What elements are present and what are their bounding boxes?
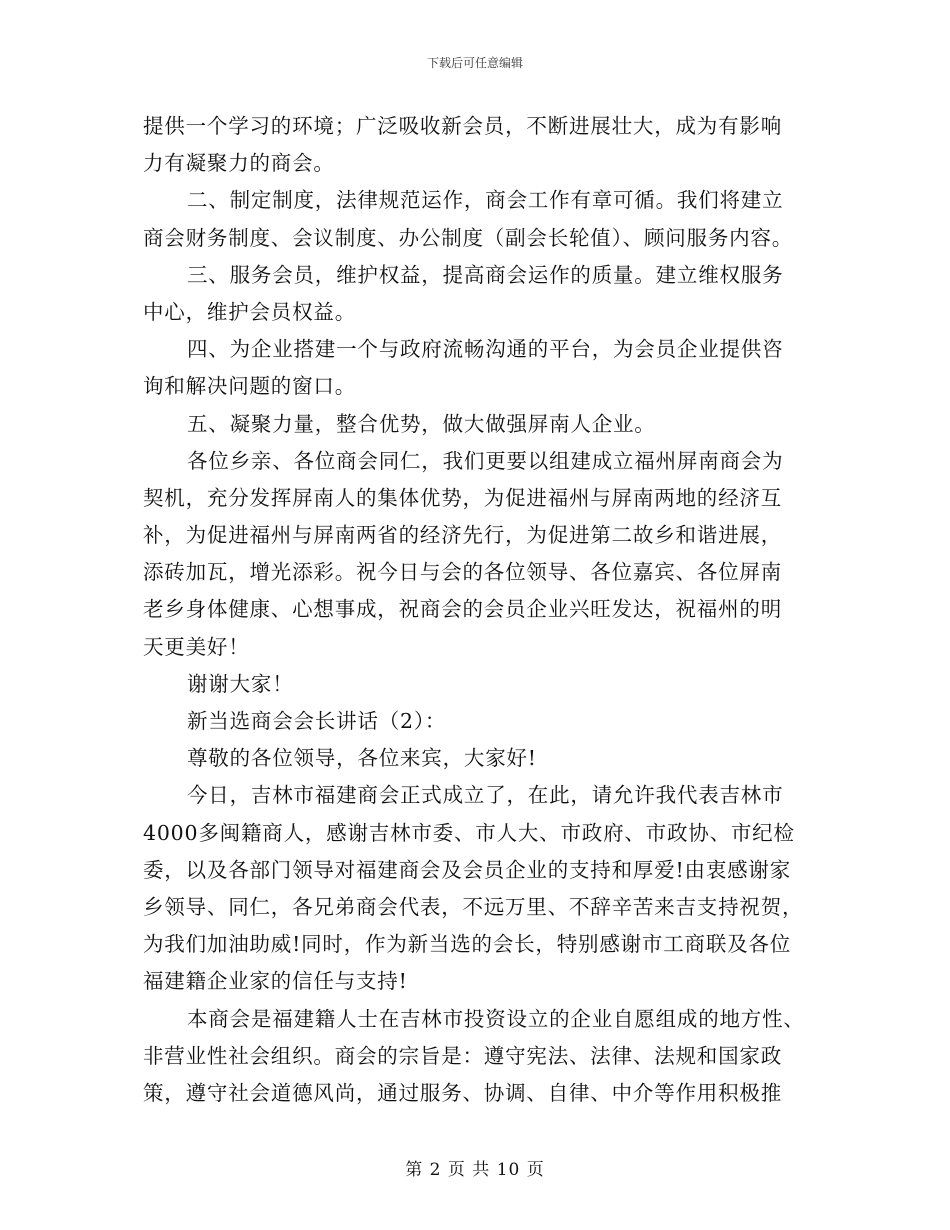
- text-line: 各位乡亲、各位商会同仁，我们更要以组建成立福州屏南商会为: [187, 448, 784, 473]
- text-line: 非营业性社会组织。商会的宗旨是：遵守宪法、法律、法规和国家政: [143, 1043, 782, 1068]
- text-line: 提供一个学习的环境；广泛吸收新会员，不断进展壮大，成为有影响: [143, 114, 782, 138]
- text-line: 二、制定制度，法律规范运作，商会工作有章可循。我们将建立: [187, 188, 784, 213]
- text-line: 力有凝聚力的商会。: [143, 151, 335, 176]
- text-line: 三、服务会员，维护权益，提高商会运作的质量。建立维权服务: [187, 262, 784, 287]
- text-line: 补，为促进福州与屏南两省的经济先行，为促进第二故乡和谐进展，: [143, 523, 782, 548]
- text-line: 乡领导、同仁，各兄弟商会代表，不远万里、不辞辛苦来吉支持祝贺，: [143, 894, 804, 919]
- text-line: 询和解决问题的窗口。: [143, 374, 356, 399]
- text-line: 谢谢大家！: [187, 671, 294, 696]
- text-line: 老乡身体健康、心想事成，祝商会的会员企业兴旺发达，祝福州的明: [143, 597, 782, 622]
- page-header: 下载后可任意编辑: [426, 56, 523, 70]
- text-line: 天更美好！: [143, 634, 250, 659]
- text-line: 本商会是福建籍人士在吉林市投资设立的企业自愿组成的地方性、: [187, 1006, 805, 1031]
- text-line: 福建籍企业家的信任与支持!: [143, 969, 408, 994]
- page-footer: 第 2 页 共 10 页: [405, 1160, 545, 1180]
- text-line: 中心，维护会员权益。: [143, 299, 356, 324]
- text-line: 五、凝聚力量，整合优势，做大做强屏南人企业。: [187, 411, 656, 436]
- text-line: 策，遵守社会道德风尚，通过服务、协调、自律、中介等作用积极推: [143, 1080, 782, 1105]
- text-line: 商会财务制度、会议制度、办公制度（副会长轮值）、顾问服务内容。: [143, 225, 794, 250]
- text-line: 尊敬的各位领导，各位来宾，大家好!: [187, 746, 537, 771]
- text-line: 契机，充分发挥屏南人的集体优势，为促进福州与屏南两地的经济互: [143, 485, 782, 510]
- text-line: 委，以及各部门领导对福建商会及会员企业的支持和厚爱!由衷感谢家: [143, 857, 792, 882]
- text-line: 新当选商会会长讲话（2）：: [187, 709, 447, 733]
- text-line: 今日，吉林市福建商会正式成立了，在此，请允许我代表吉林市: [187, 783, 784, 808]
- text-line: 添砖加瓦，增光添彩。祝今日与会的各位领导、各位嘉宾、各位屏南: [143, 560, 782, 585]
- text-line: 4000多闽籍商人，感谢吉林市委、市人大、市政府、市政协、市纪检: [143, 820, 795, 845]
- text-line: 四、为企业搭建一个与政府流畅沟通的平台，为会员企业提供咨: [187, 337, 784, 362]
- text-line: 为我们加油助威!同时，作为新当选的会长，特别感谢市工商联及各位: [143, 932, 792, 957]
- document-body: [143, 108, 808, 1112]
